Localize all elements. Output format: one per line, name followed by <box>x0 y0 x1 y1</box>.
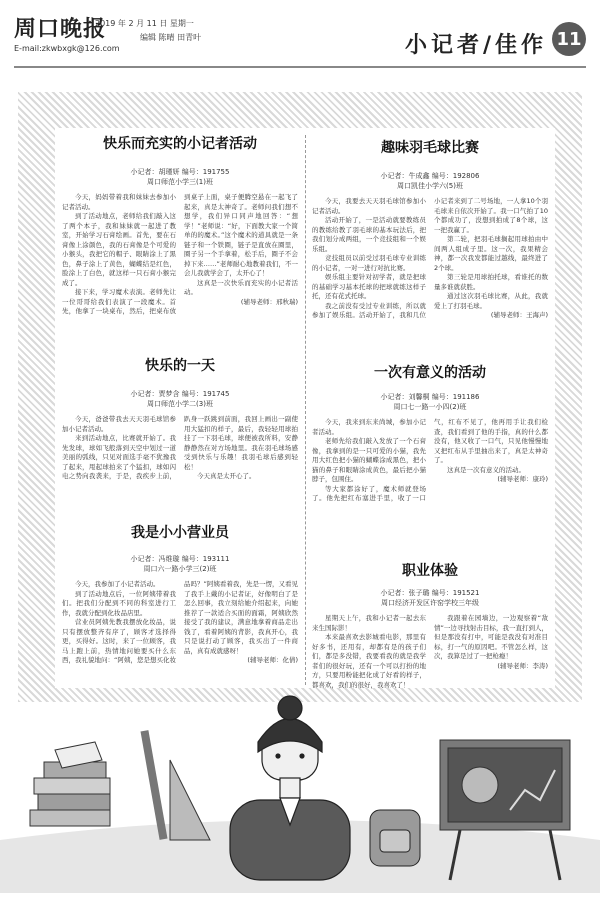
article-title: 快乐而充实的小记者活动 <box>103 136 257 152</box>
paragraph: 星期天上午，我和小记者一起去东来生国际影！ <box>312 614 426 632</box>
books-stack-icon <box>30 742 110 826</box>
article-card <box>312 133 548 345</box>
article-title: 我是小小营业员 <box>131 525 229 541</box>
email-line: E-mail:zkwbxgk@126.com <box>14 44 120 53</box>
column-divider <box>305 135 307 685</box>
article-title: 趣味羽毛球比赛 <box>381 140 479 156</box>
article-title: 职业体验 <box>402 563 458 579</box>
paragraph: 接下来，学习魔术表演。老师先让一位哥哥给我们表演了一段魔术。首先，他拿了一块桌布，然后，把桌布放到桌子上面，桌子便腾空悬在一起飞了起来，真是太神奇了。老师问我们想不想学，我们异口同声地回答：“想学！”老师说：“好，下面教大家一个简单的的魔术。”这个魔术的道具就是一条链子和一个铁圈，链子是直放在圈里，圈子另一个手拿着，松手后，圈子不会掉下来……”老师耐心地教着我们，不一会儿我就学会了，太开心了！ <box>62 193 298 315</box>
paragraph: (辅导老师：化倩) <box>247 656 298 664</box>
article-card <box>62 522 298 694</box>
paragraph: 今天，妈妈带着我和妹妹去参加小记者活动。 <box>62 193 176 211</box>
article-body <box>312 418 548 540</box>
paragraph: 我跟着在园墙边，一边观察着“敌情”一边寻找射击目标，我一直打到人，但是那没有打中，可能是我没有对准目标，打一气的原因吧。不管怎么样，这次，我算是过了一把枪瘾！ <box>434 614 548 660</box>
paragraph: (辅导老师：李涛) <box>497 661 548 670</box>
paragraph: 老师先给我们敲入发放了一个石膏像，我拿到的是一只可爱的小猫，我先用大红色把小猫的蝴蝶涂成黑色，把小猫的鼻子和眼睛涂成黄色，最后把小猫脖子，包围住。 <box>312 437 426 483</box>
article-school: 周口经济开发区许窑学校三年级 <box>381 599 479 607</box>
article-school: 周口七一路一小四(2)班 <box>393 403 467 411</box>
paragraph: 等大家都涂好了，魔术师就登场了。他先把红布塞进手里，收了一口气，红布不见了，他再用手让我们检查，我们看到了他的手指，真的什么都没有，他又收了一口气，只见他慢慢地又把红布从手里抽出来了，真是太神奇了。 <box>312 418 548 502</box>
paragraph: 营业员阿姨先教我摆放化妆品，说只有摆放整齐有序了，顾客才选择得更，买得好。这时，来了一位顾客，我马上跑上前，热情地问她要买什么东西，我礼貌地问：“阿姨，您是想买化妆品吗？”阿姨看着我，先是一愣，又看见了我手上戴的小记者证，好像明白了是怎么回事，我立刻给她介绍起来，向她推荐了一款适合买面的面霜，阿姨欣然接受了我的建议，满意地拿着商品走出钱了，看着阿姨的背影，我真开心，我只是说打动了顾客，我买出了一件商品，真有成就感呀！ <box>62 580 298 664</box>
paragraph: 第三轮是用球拍托球，看谁托的数量多谁就获胜。 <box>434 273 548 291</box>
article-body <box>62 580 298 694</box>
section-title: 小记者/佳作 <box>405 32 548 58</box>
page-header <box>0 0 600 72</box>
student-illustration <box>0 690 600 893</box>
article-author: 小记者：张子璐 编号：191521 <box>380 589 480 597</box>
paragraph: 到了活动地点后，一位阿姨带着我们。把我们分配到不同的科室进行工作，我就分配到化妆品店里。 <box>62 589 176 617</box>
article-school: 周口六一路小学三(2)班 <box>143 565 217 573</box>
paragraph: 今天真是太开心了。 <box>197 472 256 480</box>
backpack-icon <box>370 810 420 866</box>
article-author: 小记者：冯维璇 编号：193111 <box>130 555 230 563</box>
editors-line: 编辑 陈晴 田青叶 <box>140 33 202 42</box>
paragraph: 来到活动地点，比赛就开始了。我先发球，球如飞般落到天空中划过一道美丽的弧线，只见对面选手毫不犹豫我了起来，甩起球拍来了个猛扣，球如闪电之势向我袭来，于是，我疾步上前，趴身一跃跳到前面，我回上画出一副使用大猛扣的样子，最后，我轻轻用球拍挂了一下羽毛球，球便被我所料，安静静静然在对方场地里。我在羽毛球场感受到快乐与乐趣！我羽毛球后感到轻松！ <box>62 415 298 480</box>
paragraph: 通过这次羽毛球比赛，从此，我就爱上了打羽毛球。 <box>434 292 548 310</box>
paragraph: 今天，爸爸带我去天天羽毛球馆参加小记者活动。 <box>62 415 176 433</box>
article-school: 周口师范小学二(3)班 <box>147 400 213 408</box>
paragraph: 到了活动地点，老师给我们敲入这了两个本子，我和妹妹就一起进了教室，开始学习石膏绘画。首先，要在石膏像上涂颜色，我的石膏像是个可爱的小猴头，我把它的帽子、眼睛涂上了黑色，鼻子涂上了黄色，蝴蝶结是红色，脸涂上了白色，就这样一只石膏小猴完成了。 <box>62 212 176 287</box>
article-school: 周口凯佳小学六(5)班 <box>397 182 463 190</box>
article-author: 小记者：胡瑾妍 编号：191755 <box>130 168 230 176</box>
article-school: 周口师范小学三(1)班 <box>147 178 213 186</box>
newspaper-masthead: 周口晚报 <box>14 16 107 42</box>
article-author: 小记者：刘馨桐 编号：191186 <box>380 393 480 401</box>
paragraph: (辅导老师：康玲) <box>497 475 548 483</box>
header-rule <box>14 66 586 68</box>
page-number-badge: 11 <box>552 22 586 56</box>
paragraph: 这真是一次快乐而充实的小记者活动。 <box>184 278 298 296</box>
article-card <box>62 133 298 343</box>
article-title: 一次有意义的活动 <box>374 365 486 381</box>
article-title: 快乐的一天 <box>145 358 215 374</box>
paragraph: 今天，我参加了小记者活动。 <box>75 580 160 588</box>
paragraph: 活动开始了，一是活动就要教练员的教练给教了羽毛球的基本玩法后，把我们划分成两组，一个竞技组和一个娱乐组。 <box>312 216 426 253</box>
paragraph: 娱乐组主要针对初学者，就是把球的基础学习基本托球的把球就练这样子托，还有花式托球。 <box>312 273 426 300</box>
paragraph: 本来最喜欢去影城看电影，那里有好多书，还用有，却都有是的孩子们们，都是多没错，我要看我的就是我学者们的很好玩，还有一个可以打扮的地方，只要用粉能把化成了好看的样子，都喜欢，我们的很好，我喜欢了！ <box>312 633 426 689</box>
paragraph: 今天，我要去天天羽毛球馆参加小记者活动。 <box>312 197 426 215</box>
article-author: 小记者：牛成鑫 编号：192806 <box>380 172 480 180</box>
article-card <box>62 355 298 505</box>
illustration-banner <box>0 690 600 893</box>
student-figure-icon <box>230 696 350 880</box>
paragraph: 竞技组员以前受过羽毛球专业训练的小记者，一对一进行对抗比赛。 <box>312 254 426 272</box>
article-body <box>62 415 298 505</box>
paragraph: (辅导老师：王海声) <box>490 311 548 319</box>
date-line: 2019 年 2 月 11 日 星期一 <box>95 19 194 28</box>
paragraph: (辅导老师：邢秋瑞) <box>240 297 298 306</box>
article-author: 小记者：贾梦含 编号：191745 <box>130 390 230 398</box>
paragraph: 今天，我来到东来尚城，参加小记者活动。 <box>312 418 426 436</box>
paragraph: 这真是一次有意义的活动。 <box>447 465 525 474</box>
article-body <box>62 193 298 343</box>
article-card <box>312 560 548 708</box>
paragraph: 我之前没有受过专业训练，所以就参加了娱乐组。活动开始了，我和几位小记者来到了二号场地，一人拿10个羽毛球来自依次开始了。我一口气拍了10个都成功了，没想到拍成了8个球，这一把我赢了。 <box>312 197 548 319</box>
paragraph: 第二轮，把羽毛球搁起用球拍由中间两人组成子里。这一次，我果精会神，都一次我发都能过越线，最终进了2个球。 <box>434 235 548 272</box>
article-body <box>312 197 548 345</box>
article-card <box>312 362 548 540</box>
